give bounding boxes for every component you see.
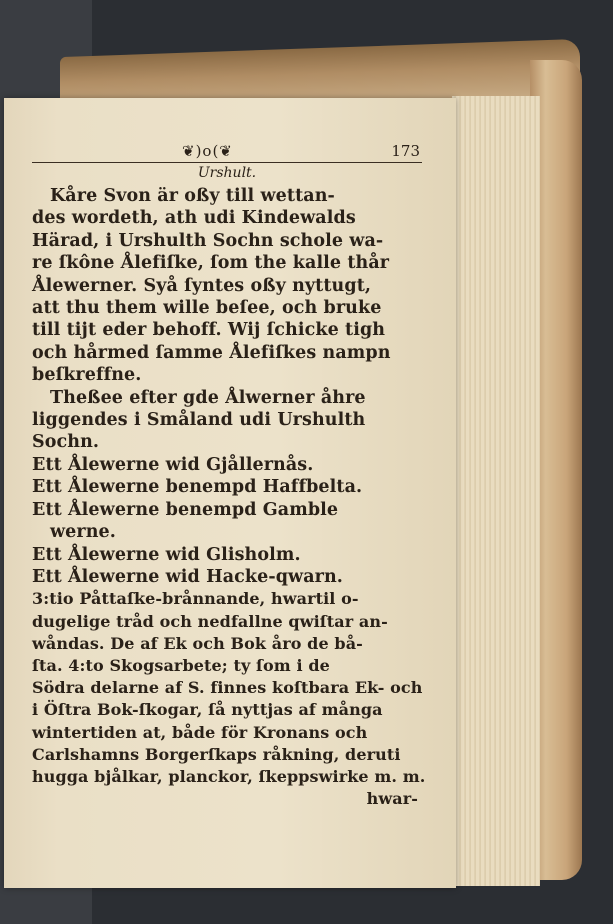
text-line: wåndas. De af Ek och Bok åro de bå- — [32, 633, 363, 653]
page-text-block — [32, 142, 426, 810]
text-line: till tijt eder behoff. Wij ſchicke tigh — [32, 320, 386, 341]
text-line: Härad, i Urshulth Sochn schole wa- — [32, 230, 384, 251]
text-line: liggendes i Småland udi Urshulth — [32, 410, 366, 431]
running-title: Urshult. — [197, 165, 257, 181]
header-ornament: ❦)o(❦ — [182, 142, 233, 160]
text-line: att thu them wille beſee, och bruke — [32, 298, 382, 319]
text-line: Carlshamns Borgerſkaps råkning, deruti — [32, 744, 401, 764]
text-line: hugga bjålkar, planckor, ſkeppswirke m. m. — [32, 766, 426, 786]
list-item: Ett Ålewerne wid Glisholm. — [32, 544, 301, 565]
page-edges — [452, 96, 540, 886]
list-item: Ett Ålewerne benempd Haffbelta. — [32, 477, 363, 498]
list-item: Ett Ålewerne benempd Gamble — [32, 499, 339, 520]
text-line: beſkreffne. — [32, 365, 142, 386]
text-line: Ålewerner. Syå ſyntes oßy nyttugt, — [32, 275, 372, 296]
page-number: 173 — [391, 142, 420, 160]
text-line: Theßee efter gde Ålwerner åhre — [50, 387, 366, 408]
text-line: och hårmed ſamme Ålefiſkes nampn — [32, 342, 391, 363]
list-item: Ett Ålewerne wid Gjållernås. — [32, 454, 314, 475]
text-line: des wordeth, ath udi Kindewalds — [32, 208, 356, 229]
catchword: hwar- — [366, 789, 418, 809]
list-item-continuation: werne. — [50, 522, 116, 543]
text-line: wintertiden at, både för Kronans och — [32, 722, 368, 742]
page-header — [32, 142, 422, 163]
text-line: ſta. 4:to Skogsarbete; ty ſom i de — [32, 655, 330, 675]
book-page — [4, 98, 456, 888]
text-line: i Öſtra Bok-ſkogar, ſå nyttjas af många — [32, 700, 383, 720]
text-line: re ſkône Ålefiſke, ſom the kalle thår — [32, 253, 390, 274]
list-item: Ett Ålewerne wid Hacke-qwarn. — [32, 566, 343, 587]
text-line: dugelige tråd och nedfallne qwiſtar an- — [32, 611, 388, 631]
text-line: Södra delarne af S. finnes koſtbara Ek- och — [32, 678, 423, 698]
text-line: 3:tio Påttaſke-brånnande, hwartil o- — [32, 589, 359, 609]
text-line: Kåre Svon är oßy till wettan- — [50, 186, 335, 206]
text-line: Sochn. — [32, 432, 100, 453]
